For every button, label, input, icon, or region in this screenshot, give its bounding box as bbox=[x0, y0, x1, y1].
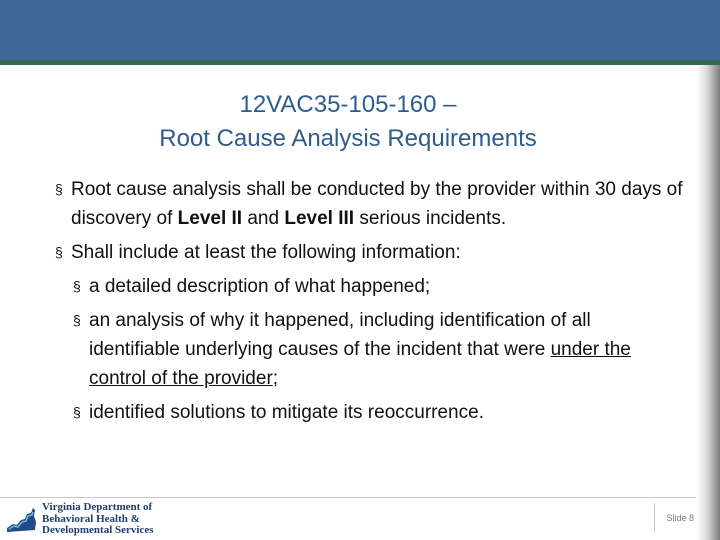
sub1-text: a detailed description of what happened; bbox=[89, 276, 431, 297]
logo-wordmark bbox=[42, 502, 182, 537]
slide-body bbox=[55, 175, 685, 427]
bullet1-bold-level3: Level III bbox=[284, 208, 355, 229]
header-accent-line bbox=[0, 60, 720, 65]
virginia-map-icon bbox=[5, 504, 37, 536]
bullet-required-information bbox=[55, 238, 685, 267]
footer-divider bbox=[0, 497, 696, 498]
logo-line3: Developmental Services bbox=[42, 524, 154, 536]
bullet2-text: Shall include at least the following information: bbox=[71, 242, 461, 263]
sub3-text: identified solutions to mitigate its reoccurrence. bbox=[89, 402, 484, 423]
logo-line2: Behavioral Health & bbox=[42, 512, 140, 525]
header-bar bbox=[0, 0, 720, 60]
slide-title-line1: 12VAC35-105-160 – bbox=[239, 91, 457, 118]
bullet-marker: § bbox=[55, 181, 63, 197]
slide-title-line2: Root Cause Analysis Requirements bbox=[159, 125, 537, 152]
bullet-marker: § bbox=[73, 312, 81, 328]
bullet-marker: § bbox=[73, 278, 81, 294]
sub2-text-part2: ; bbox=[272, 368, 279, 389]
sub-bullet-description bbox=[73, 272, 685, 301]
logo-line1: Virginia Department of bbox=[42, 501, 153, 513]
sub-bullet-analysis bbox=[73, 306, 685, 393]
sub2-text-part1: an analysis of why it happened, including identification of all identifiable underlying causes of the incident that were bbox=[89, 310, 591, 360]
bullet1-text-part2: and bbox=[242, 208, 285, 229]
dbhds-logo bbox=[5, 502, 180, 537]
bullet1-bold-level2: Level II bbox=[177, 208, 243, 229]
slide-title bbox=[0, 88, 696, 156]
slide-number: Slide 8 bbox=[654, 503, 696, 533]
right-edge-shadow bbox=[696, 65, 720, 540]
sub-bullet-solutions bbox=[73, 398, 685, 427]
sub2-underlined-text: under the control of the provider bbox=[89, 339, 631, 389]
bullet-root-cause-timing bbox=[55, 175, 685, 233]
bullet-marker: § bbox=[55, 244, 63, 260]
bullet1-text-part3: serious incidents. bbox=[354, 208, 507, 229]
bullet1-text-part1: Root cause analysis shall be conducted by the provider within 30 days of discovery of bbox=[71, 179, 683, 229]
bullet-marker: § bbox=[73, 404, 81, 420]
